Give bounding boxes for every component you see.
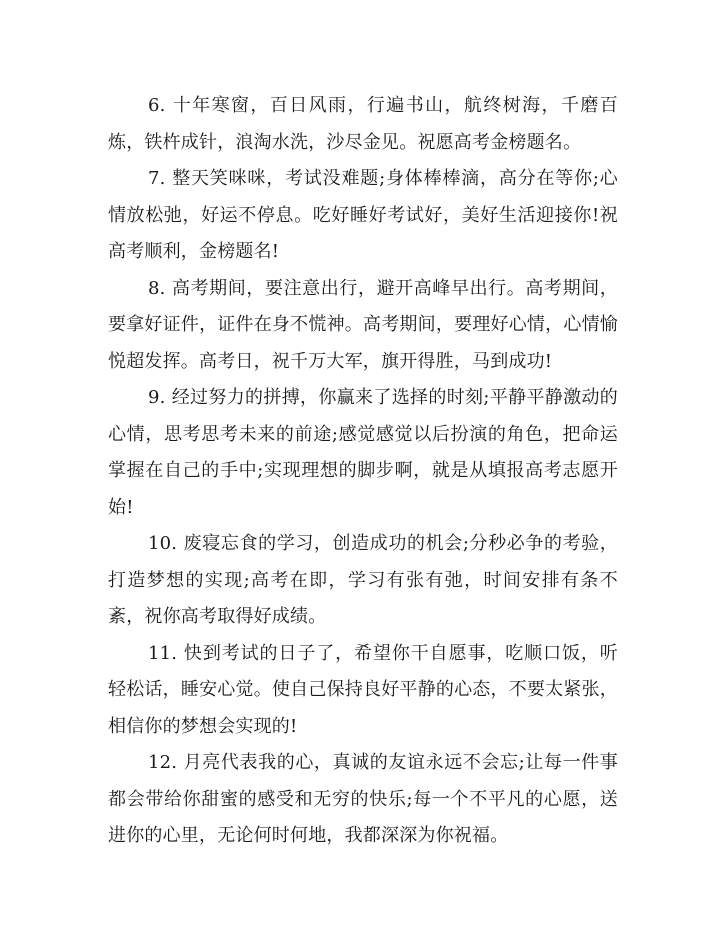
paragraph-number: 12. xyxy=(148,752,178,773)
paragraph-number: 10. xyxy=(148,533,178,554)
paragraph-11 xyxy=(108,636,618,746)
paragraph-text: 整天笑咪咪，考试没难题;身体棒棒滴，高分在等你;心情放松弛，好运不停息。吃好睡好考试好，美好生活迎接你!祝高考顺利，金榜题名! xyxy=(108,168,618,262)
paragraph-text: 快到考试的日子了，希望你干自愿事，吃顺口饭，听轻松话，睡安心觉。使自己保持良好平静的心态，不要太紧张，相信你的梦想会实现的! xyxy=(108,642,618,737)
paragraph-number: 11. xyxy=(148,642,178,664)
paragraph-number: 8. xyxy=(148,277,166,299)
paragraph-8 xyxy=(108,271,618,381)
paragraph-text: 经过努力的拼搏，你赢来了选择的时刻;平静平静激动的心情，思考思考未来的前途;感觉感觉以后扮演的角色，把命运掌握在自己的手中;实现理想的脚步啊，就是从填报高考志愿开始! xyxy=(108,387,618,518)
paragraph-number: 7. xyxy=(148,168,166,189)
paragraph-10 xyxy=(108,526,618,636)
paragraph-12 xyxy=(108,745,618,855)
paragraph-6 xyxy=(108,88,618,161)
paragraph-number: 9. xyxy=(148,387,166,408)
paragraph-text: 高考期间，要注意出行，避开高峰早出行。高考期间，要拿好证件，证件在身不慌神。高考期间，要理好心情，心情愉悦超发挥。高考日，祝千万大军，旗开得胜，马到成功! xyxy=(108,277,618,372)
paragraph-text: 十年寒窗，百日风雨，行遍书山，航终树海，千磨百炼，铁杵成针，浪淘水洗，沙尽金见。祝愿高考金榜题名。 xyxy=(108,95,618,153)
paragraph-text: 月亮代表我的心，真诚的友谊永远不会忘;让每一件事都会带给你甜蜜的感受和无穷的快乐;每一个不平凡的心愿，送进你的心里，无论何时何地，我都深深为你祝福。 xyxy=(108,752,618,846)
paragraph-9 xyxy=(108,380,618,526)
paragraph-number: 6. xyxy=(148,95,166,116)
document-body xyxy=(108,88,618,855)
paragraph-text: 废寝忘食的学习，创造成功的机会;分秒必争的考验，打造梦想的实现;高考在即，学习有张有弛，时间安排有条不紊，祝你高考取得好成绩。 xyxy=(108,533,618,627)
paragraph-7 xyxy=(108,161,618,271)
